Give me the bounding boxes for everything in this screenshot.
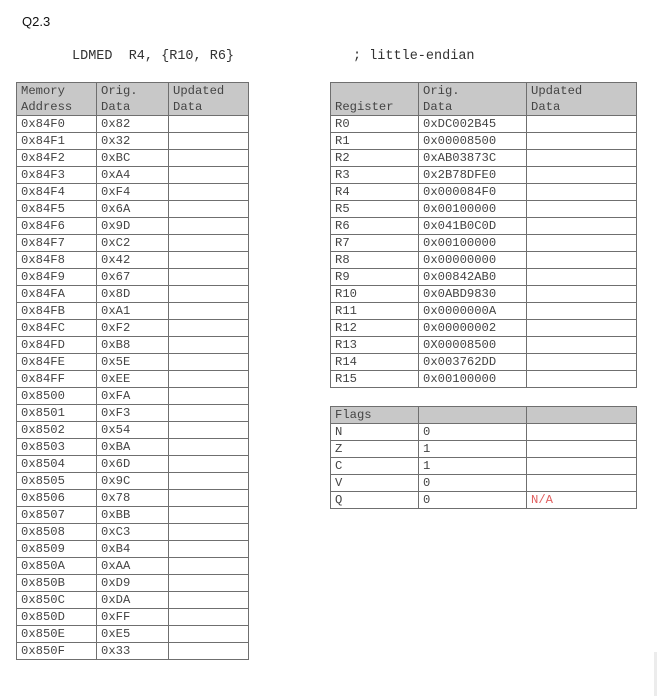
flags-header-row xyxy=(331,407,637,424)
table-row xyxy=(17,422,249,439)
table-row xyxy=(17,371,249,388)
register-cell: R9 xyxy=(331,269,419,286)
orig-data-cell: 0x00000002 xyxy=(419,320,527,337)
address-cell: 0x850F xyxy=(17,643,97,660)
memory-header-cell xyxy=(17,83,97,116)
flags-header-blank xyxy=(527,407,637,424)
orig-data-cell: 0xFA xyxy=(97,388,169,405)
table-row xyxy=(17,456,249,473)
address-cell: 0x84FE xyxy=(17,354,97,371)
memory-header-text: Address xyxy=(21,100,73,114)
flag-name-cell: N xyxy=(331,424,419,441)
table-row xyxy=(331,252,637,269)
updated-data-cell[interactable] xyxy=(527,252,637,269)
orig-data-cell: 0xAA xyxy=(97,558,169,575)
updated-data-cell[interactable] xyxy=(169,473,249,490)
address-cell: 0x850C xyxy=(17,592,97,609)
register-cell: R14 xyxy=(331,354,419,371)
register-header-row xyxy=(331,83,637,116)
register-header-text: Register xyxy=(335,100,394,114)
address-cell: 0x84F7 xyxy=(17,235,97,252)
orig-data-cell: 0xAB03873C xyxy=(419,150,527,167)
table-row xyxy=(331,150,637,167)
table-row xyxy=(17,507,249,524)
register-cell: R0 xyxy=(331,116,419,133)
table-row xyxy=(17,269,249,286)
table-row xyxy=(331,167,637,184)
updated-data-cell[interactable] xyxy=(169,354,249,371)
table-row xyxy=(17,439,249,456)
address-cell: 0x84F4 xyxy=(17,184,97,201)
updated-data-cell[interactable] xyxy=(527,184,637,201)
updated-data-cell[interactable] xyxy=(527,286,637,303)
orig-data-cell: 0xBC xyxy=(97,150,169,167)
address-cell: 0x84F8 xyxy=(17,252,97,269)
table-row xyxy=(17,524,249,541)
updated-data-cell[interactable] xyxy=(169,303,249,320)
orig-data-cell: 0x9D xyxy=(97,218,169,235)
table-row xyxy=(17,320,249,337)
updated-data-cell[interactable] xyxy=(169,558,249,575)
updated-data-cell[interactable] xyxy=(527,337,637,354)
orig-data-cell: 0x6D xyxy=(97,456,169,473)
updated-data-cell[interactable] xyxy=(169,643,249,660)
table-row xyxy=(331,184,637,201)
orig-data-cell: 0x00100000 xyxy=(419,371,527,388)
orig-data-cell: 0xFF xyxy=(97,609,169,626)
table-row xyxy=(331,235,637,252)
table-row xyxy=(331,458,637,475)
address-cell: 0x850A xyxy=(17,558,97,575)
orig-data-cell: 0xA4 xyxy=(97,167,169,184)
updated-data-cell[interactable] xyxy=(527,303,637,320)
updated-data-cell[interactable] xyxy=(527,371,637,388)
instruction-text: LDMED R4, {R10, R6} xyxy=(72,49,235,64)
updated-data-cell[interactable] xyxy=(169,167,249,184)
question-label: Q2.3 xyxy=(22,14,51,29)
table-row xyxy=(331,424,637,441)
orig-data-cell: 0x6A xyxy=(97,201,169,218)
flag-updated-cell[interactable]: N/A xyxy=(527,492,637,509)
orig-data-cell: 0x0ABD9830 xyxy=(419,286,527,303)
register-table-body xyxy=(331,116,637,388)
orig-data-cell: 0X00008500 xyxy=(419,337,527,354)
orig-data-cell: 0xBA xyxy=(97,439,169,456)
orig-data-cell: 0xD9 xyxy=(97,575,169,592)
table-row xyxy=(331,133,637,150)
table-row xyxy=(17,626,249,643)
updated-data-cell[interactable] xyxy=(169,405,249,422)
orig-data-cell: 0x54 xyxy=(97,422,169,439)
address-cell: 0x84F5 xyxy=(17,201,97,218)
memory-table xyxy=(16,82,249,660)
updated-data-cell[interactable] xyxy=(169,422,249,439)
updated-data-cell[interactable] xyxy=(527,218,637,235)
orig-data-cell: 0xDA xyxy=(97,592,169,609)
table-row xyxy=(331,354,637,371)
table-row xyxy=(17,405,249,422)
register-cell: R4 xyxy=(331,184,419,201)
register-header-text: Orig. xyxy=(423,84,460,98)
updated-data-cell[interactable] xyxy=(169,541,249,558)
updated-data-cell[interactable] xyxy=(169,184,249,201)
orig-data-cell: 0xC2 xyxy=(97,235,169,252)
updated-data-cell[interactable] xyxy=(527,269,637,286)
orig-data-cell: 0xC3 xyxy=(97,524,169,541)
orig-data-cell: 0xB4 xyxy=(97,541,169,558)
updated-data-cell[interactable] xyxy=(169,626,249,643)
table-row xyxy=(331,371,637,388)
register-table xyxy=(330,82,637,388)
table-row xyxy=(331,492,637,509)
updated-data-cell[interactable] xyxy=(527,235,637,252)
memory-header-cell xyxy=(97,83,169,116)
orig-data-cell: 0x9C xyxy=(97,473,169,490)
orig-data-cell: 0x00100000 xyxy=(419,235,527,252)
address-cell: 0x8508 xyxy=(17,524,97,541)
address-cell: 0x850D xyxy=(17,609,97,626)
table-row xyxy=(17,133,249,150)
updated-data-cell[interactable] xyxy=(169,150,249,167)
register-cell: R11 xyxy=(331,303,419,320)
table-row xyxy=(17,303,249,320)
updated-data-cell[interactable] xyxy=(169,490,249,507)
register-header-cell xyxy=(331,83,419,116)
address-cell: 0x84FD xyxy=(17,337,97,354)
memory-header-text: Orig. xyxy=(101,84,138,98)
orig-data-cell: 0x0000000A xyxy=(419,303,527,320)
flag-name-cell: V xyxy=(331,475,419,492)
endianness-comment: ; little-endian xyxy=(353,49,475,64)
address-cell: 0x8506 xyxy=(17,490,97,507)
flag-orig-cell: 1 xyxy=(419,441,527,458)
updated-data-cell[interactable] xyxy=(169,337,249,354)
table-row xyxy=(17,150,249,167)
updated-data-cell[interactable] xyxy=(169,269,249,286)
updated-data-cell[interactable] xyxy=(527,116,637,133)
address-cell: 0x84F6 xyxy=(17,218,97,235)
flag-name-cell: Q xyxy=(331,492,419,509)
memory-header-text: Data xyxy=(101,100,131,114)
flags-table-body xyxy=(331,424,637,509)
updated-data-cell[interactable] xyxy=(527,150,637,167)
orig-data-cell: 0x33 xyxy=(97,643,169,660)
address-cell: 0x850E xyxy=(17,626,97,643)
orig-data-cell: 0x00000000 xyxy=(419,252,527,269)
register-cell: R1 xyxy=(331,133,419,150)
table-row xyxy=(17,116,249,133)
address-cell: 0x84FF xyxy=(17,371,97,388)
table-row xyxy=(17,643,249,660)
memory-table-body xyxy=(17,116,249,660)
table-row xyxy=(17,218,249,235)
register-cell: R3 xyxy=(331,167,419,184)
updated-data-cell[interactable] xyxy=(169,235,249,252)
table-row xyxy=(331,441,637,458)
updated-data-cell[interactable] xyxy=(169,286,249,303)
updated-data-cell[interactable] xyxy=(169,201,249,218)
orig-data-cell: 0xF3 xyxy=(97,405,169,422)
orig-data-cell: 0x8D xyxy=(97,286,169,303)
table-row xyxy=(331,303,637,320)
orig-data-cell: 0x32 xyxy=(97,133,169,150)
address-cell: 0x8504 xyxy=(17,456,97,473)
table-row xyxy=(17,541,249,558)
address-cell: 0x84FA xyxy=(17,286,97,303)
updated-data-cell[interactable] xyxy=(527,133,637,150)
updated-data-cell[interactable] xyxy=(169,116,249,133)
register-cell: R12 xyxy=(331,320,419,337)
table-row xyxy=(331,475,637,492)
table-row xyxy=(331,320,637,337)
orig-data-cell: 0xB8 xyxy=(97,337,169,354)
address-cell: 0x84F1 xyxy=(17,133,97,150)
updated-data-cell[interactable] xyxy=(169,320,249,337)
updated-data-cell[interactable] xyxy=(169,507,249,524)
orig-data-cell: 0x000084F0 xyxy=(419,184,527,201)
updated-data-cell[interactable] xyxy=(527,320,637,337)
table-row xyxy=(331,286,637,303)
table-row xyxy=(17,167,249,184)
register-cell: R13 xyxy=(331,337,419,354)
table-row xyxy=(331,201,637,218)
table-row xyxy=(17,575,249,592)
updated-data-cell[interactable] xyxy=(527,167,637,184)
table-row xyxy=(17,592,249,609)
orig-data-cell: 0x5E xyxy=(97,354,169,371)
table-row xyxy=(17,201,249,218)
table-row xyxy=(17,252,249,269)
updated-data-cell[interactable] xyxy=(169,388,249,405)
table-row xyxy=(17,558,249,575)
flag-name-cell: Z xyxy=(331,441,419,458)
updated-data-cell[interactable] xyxy=(169,252,249,269)
updated-data-cell[interactable] xyxy=(169,218,249,235)
flag-updated-cell[interactable] xyxy=(527,441,637,458)
memory-header-cell xyxy=(169,83,249,116)
register-header-text: Updated xyxy=(531,84,583,98)
orig-data-cell: 0x00842AB0 xyxy=(419,269,527,286)
orig-data-cell: 0x82 xyxy=(97,116,169,133)
memory-header-text: Updated xyxy=(173,84,225,98)
flags-table xyxy=(330,406,637,509)
updated-data-cell[interactable] xyxy=(527,201,637,218)
address-cell: 0x8509 xyxy=(17,541,97,558)
table-row xyxy=(17,337,249,354)
address-cell: 0x8505 xyxy=(17,473,97,490)
address-cell: 0x8503 xyxy=(17,439,97,456)
address-cell: 0x8507 xyxy=(17,507,97,524)
flag-orig-cell: 0 xyxy=(419,475,527,492)
register-cell: R7 xyxy=(331,235,419,252)
register-header-text: Data xyxy=(531,100,561,114)
register-header-cell xyxy=(419,83,527,116)
orig-data-cell: 0xBB xyxy=(97,507,169,524)
table-row xyxy=(331,337,637,354)
address-cell: 0x8502 xyxy=(17,422,97,439)
table-row xyxy=(331,116,637,133)
register-cell: R8 xyxy=(331,252,419,269)
flag-updated-cell[interactable] xyxy=(527,424,637,441)
updated-data-cell[interactable] xyxy=(169,456,249,473)
orig-data-cell: 0xF2 xyxy=(97,320,169,337)
table-row xyxy=(331,269,637,286)
memory-header-text: Memory xyxy=(21,84,65,98)
table-row xyxy=(17,354,249,371)
updated-data-cell[interactable] xyxy=(169,371,249,388)
address-cell: 0x84FC xyxy=(17,320,97,337)
flags-header: Flags xyxy=(331,407,419,424)
orig-data-cell: 0xEE xyxy=(97,371,169,388)
address-cell: 0x8500 xyxy=(17,388,97,405)
register-header-cell xyxy=(527,83,637,116)
address-cell: 0x84FB xyxy=(17,303,97,320)
address-cell: 0x84F3 xyxy=(17,167,97,184)
table-row xyxy=(331,218,637,235)
register-cell: R6 xyxy=(331,218,419,235)
updated-data-cell[interactable] xyxy=(169,575,249,592)
register-table-header xyxy=(331,83,637,116)
flags-header-blank xyxy=(419,407,527,424)
address-cell: 0x850B xyxy=(17,575,97,592)
table-row xyxy=(17,388,249,405)
updated-data-cell[interactable] xyxy=(169,439,249,456)
memory-header-row xyxy=(17,83,249,116)
register-cell: R2 xyxy=(331,150,419,167)
orig-data-cell: 0xF4 xyxy=(97,184,169,201)
flag-name-cell: C xyxy=(331,458,419,475)
address-cell: 0x84F9 xyxy=(17,269,97,286)
register-cell: R10 xyxy=(331,286,419,303)
flag-orig-cell: 0 xyxy=(419,424,527,441)
updated-data-cell[interactable] xyxy=(169,609,249,626)
register-cell: R5 xyxy=(331,201,419,218)
orig-data-cell: 0x2B78DFE0 xyxy=(419,167,527,184)
updated-data-cell[interactable] xyxy=(169,133,249,150)
address-cell: 0x84F0 xyxy=(17,116,97,133)
table-row xyxy=(17,286,249,303)
updated-data-cell[interactable] xyxy=(527,354,637,371)
orig-data-cell: 0x003762DD xyxy=(419,354,527,371)
address-cell: 0x8501 xyxy=(17,405,97,422)
orig-data-cell: 0x00008500 xyxy=(419,133,527,150)
table-row xyxy=(17,473,249,490)
flag-updated-cell[interactable] xyxy=(527,475,637,492)
orig-data-cell: 0x00100000 xyxy=(419,201,527,218)
orig-data-cell: 0x42 xyxy=(97,252,169,269)
address-cell: 0x84F2 xyxy=(17,150,97,167)
flag-updated-cell[interactable] xyxy=(527,458,637,475)
orig-data-cell: 0x67 xyxy=(97,269,169,286)
orig-data-cell: 0x78 xyxy=(97,490,169,507)
memory-header-text: Data xyxy=(173,100,203,114)
orig-data-cell: 0xE5 xyxy=(97,626,169,643)
flag-orig-cell: 0 xyxy=(419,492,527,509)
register-cell: R15 xyxy=(331,371,419,388)
memory-table-header xyxy=(17,83,249,116)
orig-data-cell: 0x041B0C0D xyxy=(419,218,527,235)
register-header-text: Data xyxy=(423,100,453,114)
table-row xyxy=(17,609,249,626)
table-row xyxy=(17,235,249,252)
updated-data-cell[interactable] xyxy=(169,524,249,541)
scrollbar-edge xyxy=(654,652,657,696)
orig-data-cell: 0xDC002B45 xyxy=(419,116,527,133)
orig-data-cell: 0xA1 xyxy=(97,303,169,320)
updated-data-cell[interactable] xyxy=(169,592,249,609)
flag-orig-cell: 1 xyxy=(419,458,527,475)
table-row xyxy=(17,490,249,507)
table-row xyxy=(17,184,249,201)
